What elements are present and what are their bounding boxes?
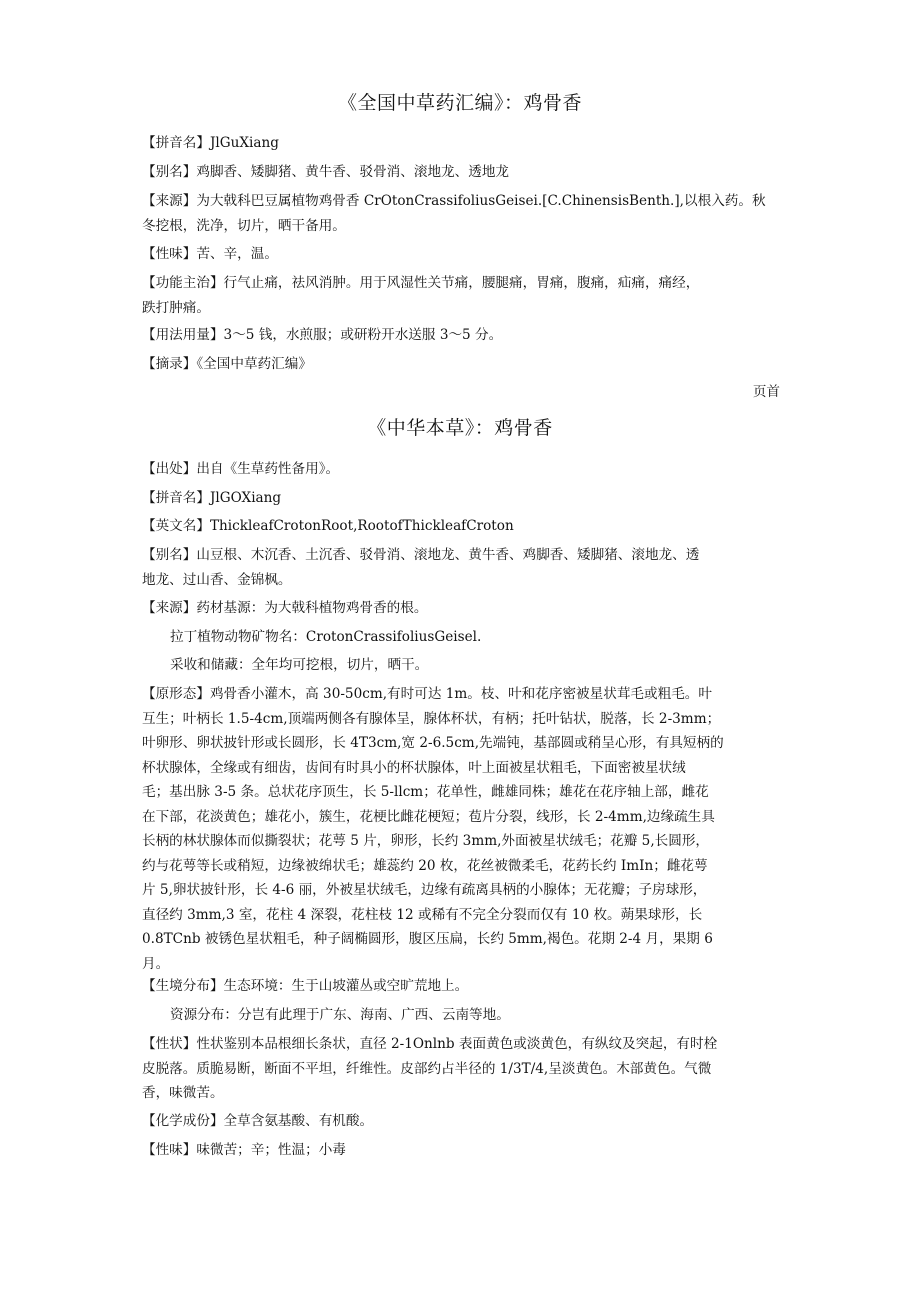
entry-line: 【性味】味微苦；辛；性温；小毒 <box>142 1142 346 1158</box>
alias-entry <box>142 543 782 592</box>
dosage-entry <box>142 323 782 348</box>
entry-line: 【生境分布】生态环境：生于山坡灌丛或空旷荒地上。 <box>142 978 469 994</box>
pinyin-entry <box>142 486 782 511</box>
alias-entry <box>142 160 782 185</box>
entry-line: 【用法用量】3～5 钱，水煎服；或研粉开水送服 3～5 分。 <box>142 327 503 343</box>
nature-flavor-entry <box>142 1138 782 1163</box>
section-title: 《全国中草药汇编》：鸡骨香 <box>337 92 582 114</box>
entry-line: 跌打肿痛。 <box>142 299 210 316</box>
entry-line: 【拼音名】JlGOXiang <box>142 490 282 506</box>
entry-line: 【摘录】《全国中草药汇编》 <box>142 356 312 372</box>
entry-line: 杯状腺体，全缘或有细齿，齿间有时具小的杯状腺体，叶上面被星状粗毛，下面密被星状绒 <box>142 759 686 776</box>
entry-line: 拉丁植物动物矿物名：CrotonCrassifoliusGeisel. <box>170 629 482 645</box>
origin-entry <box>142 457 782 482</box>
entry-line: 互生；叶柄长 1.5-4cm,顶端两侧各有腺体呈，腺体杯状，有柄；托叶钻状，脱落，长 2-3mm； <box>142 710 721 727</box>
entry-line: 长柄的林状腺体而似撕裂状；花萼 5 片，卵形，长约 3mm,外面被星状绒毛；花瓣 5,长圆形， <box>142 833 710 849</box>
entry-line: 【别名】鸡脚香、矮脚猪、黄牛香、驳骨消、滚地龙、透地龙 <box>142 164 510 180</box>
entry-line: 香，味微苦。 <box>142 1085 224 1101</box>
source-entry <box>142 596 782 621</box>
entry-line: 在下部，花淡黄色；雄花小，簇生，花梗比雌花梗短；苞片分裂，线形，长 2-4mm,边缘疏生具 <box>142 808 715 825</box>
entry-line: 【出处】出自《生草药性备用》。 <box>142 461 340 477</box>
entry-line: 月。 <box>142 955 170 972</box>
entry-line: 【性味】苦、辛，温。 <box>142 246 278 262</box>
entry-line: 资源分布：分岂有此理于广东、海南、广西、云南等地。 <box>170 1007 510 1023</box>
excerpt-entry <box>142 352 782 377</box>
section-title: 《中华本草》：鸡骨香 <box>367 417 553 439</box>
entry-line: 0.8TCnb 被锈色星状粗毛，种子阔椭圆形，腹区压扁，长约 5mm,褐色。花期 2-4 月，果期 6 <box>142 931 713 947</box>
entry-line: 【化学成份】全草含氨基酸、有机酸。 <box>142 1113 374 1129</box>
indications-entry <box>142 271 782 320</box>
characteristics-entry <box>142 1032 782 1106</box>
source-entry <box>142 189 782 238</box>
distribution-entry <box>170 1003 810 1028</box>
entry-line: 【英文名】ThickleafCrotonRoot,RootofThickleafCroton <box>142 518 514 534</box>
entry-line: 【来源】药材基源：为大戟科植物鸡骨香的根。 <box>142 600 428 616</box>
entry-line: 毛；基出脉 3-5 条。总状花序顶生，长 5-llcm；花单性，雌雄同株；雄花在花序轴上部，雌花 <box>142 784 709 800</box>
entry-line: 【拼音名】JlGuXiang <box>142 135 279 151</box>
entry-line: 皮脱落。质脆易断，断面不平坦，纤维性。皮部约占半径的 1/3T/4,呈淡黄色。木部黄色。气微 <box>142 1060 712 1077</box>
entry-line: 采收和储藏：全年均可挖根，切片，晒干。 <box>170 657 429 673</box>
entry-line: 叶卵形、卵状披针形或长圆形，长 4T3cm,宽 2-6.5cm,先端钝，基部圆或稍呈心形，有具短柄的 <box>142 735 724 751</box>
entry-line: 【功能主治】行气止痛，祛风消肿。用于风湿性关节痛，腰腿痛，胃痛，腹痛，疝痛，痛经， <box>142 275 700 291</box>
entry-line: 【别名】山豆根、木沉香、土沉香、驳骨消、滚地龙、黄牛香、鸡脚香、矮脚猪、滚地龙、透 <box>142 547 700 563</box>
habitat-entry <box>142 974 782 999</box>
entry-line: 【来源】为大戟科巴豆属植物鸡骨香 CrOtonCrassifoliusGeisei.[C.ChinensisBenth.],以根入药。秋 <box>142 193 766 209</box>
english-name-entry <box>142 514 782 539</box>
chemical-composition-entry <box>142 1109 782 1134</box>
latin-name-entry <box>170 625 810 650</box>
morphology-entry <box>142 682 782 976</box>
entry-line: 地龙、过山香、金锦枫。 <box>142 571 292 588</box>
entry-line: 约与花萼等长或稍短，边缘被绵状毛；雄蕊约 20 枚，花丝被微柔毛，花药长约 ImIn；雌花萼 <box>142 857 708 874</box>
pinyin-entry <box>142 131 782 156</box>
entry-line: 【性状】性状鉴别本品根细长条状，直径 2-1Onlnb 表面黄色或淡黄色，有纵纹及突起，有时栓 <box>142 1036 718 1052</box>
entry-line: 直径约 3mm,3 室，花柱 4 深裂，花柱枝 12 或稀有不完全分裂而仅有 10 枚。蒴果球形，长 <box>142 906 703 923</box>
nature-flavor-entry <box>142 242 782 267</box>
entry-line: 片 5,卵状披针形，长 4-6 丽，外被星状绒毛，边缘有疏离具柄的小腺体；无花瓣；子房球形， <box>142 882 707 898</box>
harvest-storage-entry <box>170 653 810 678</box>
back-to-top-link[interactable]: 页首 <box>752 384 780 400</box>
entry-line: 冬挖根，洗净，切片，晒干备用。 <box>142 217 346 234</box>
entry-line: 【原形态】鸡骨香小灌木，高 30-50cm,有时可达 1m。枝、叶和花序密被星状茸毛或粗毛。叶 <box>142 686 712 702</box>
